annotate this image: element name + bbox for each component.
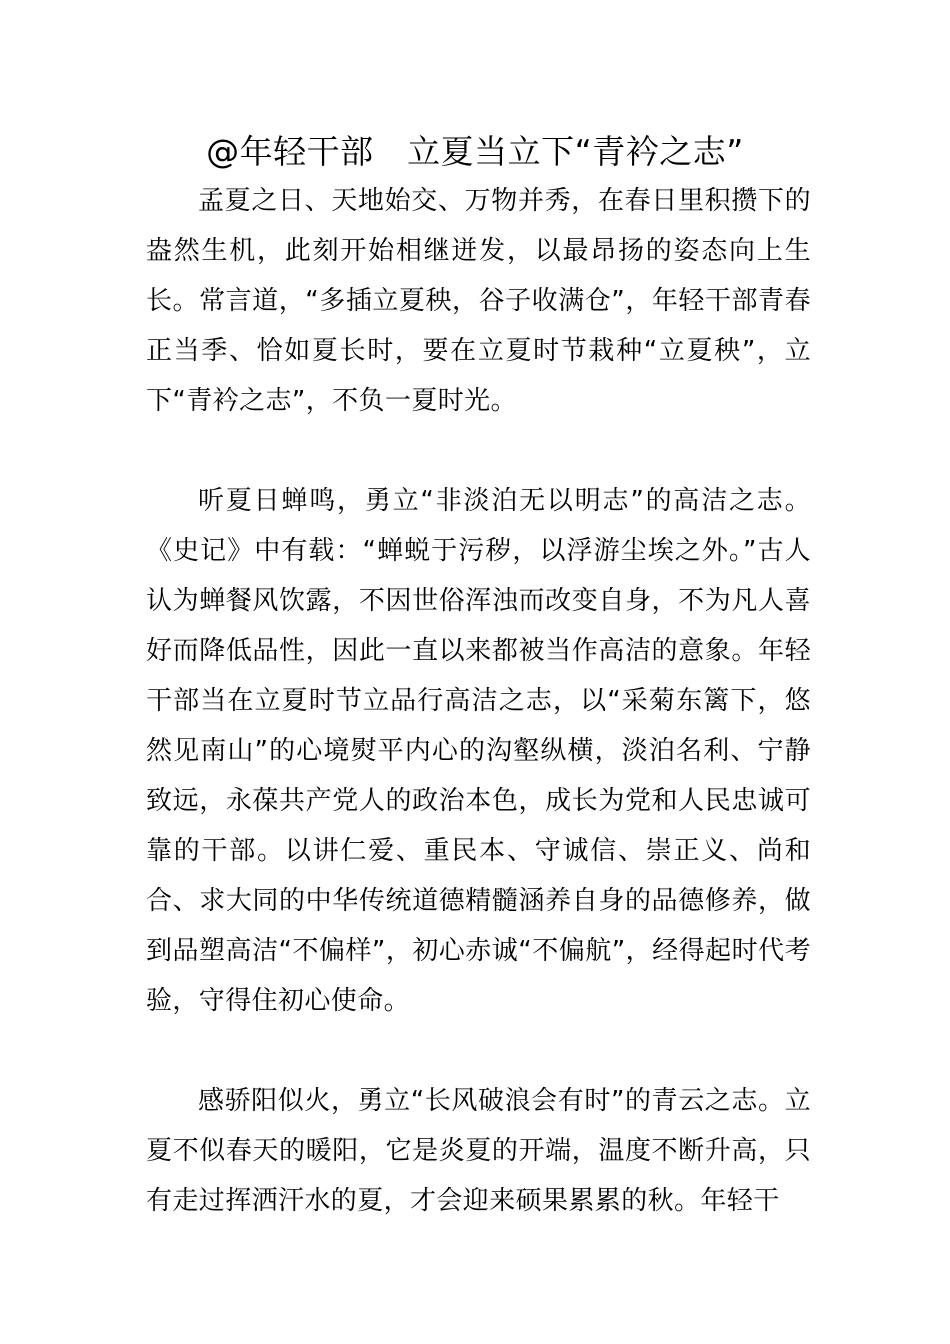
document-body bbox=[146, 176, 811, 1226]
paragraph-cicada: 听夏日蝉鸣，勇立“非淡泊无以明志”的高洁之志。《史记》中有载：“蝉蜕于污秽，以浮游尘埃之外。”古人认为蝉餐风饮露，不因世俗浑浊而改变自身，不为凡人喜好而降低品性，因此一直以来都被当作高洁的意象。年轻干部当在立夏时节立品行高洁之志，以“采菊东篱下，悠然见南山”的心境熨平内心的沟壑纵横，淡泊名利、宁静致远，永葆共产党人的政治本色，成长为党和人民忠诚可靠的干部。以讲仁爱、重民本、守诚信、崇正义、尚和合、求大同的中华传统道德精髓涵养自身的品德修养，做到品塑高洁“不偏样”，初心赤诚“不偏航”，经得起时代考验，守得住初心使命。 bbox=[146, 486, 811, 1016]
document-title: @年轻干部 立夏当立下“青衿之志” bbox=[206, 132, 744, 171]
paragraph-sun: 感骄阳似火，勇立“长风破浪会有时”的青云之志。立夏不似春天的暖阳，它是炎夏的开端，温度不断升高，只有走过挥洒汗水的夏，才会迎来硕果累累的秋。年轻干 bbox=[146, 1086, 811, 1216]
paragraph-intro: 孟夏之日、天地始交、万物并秀，在春日里积攒下的盎然生机，此刻开始相继迸发，以最昂扬的姿态向上生长。常言道，“多插立夏秧，谷子收满仓”，年轻干部青春正当季、恰如夏长时，要在立夏时节栽种“立夏秧”，立下“青衿之志”，不负一夏时光。 bbox=[146, 186, 811, 416]
